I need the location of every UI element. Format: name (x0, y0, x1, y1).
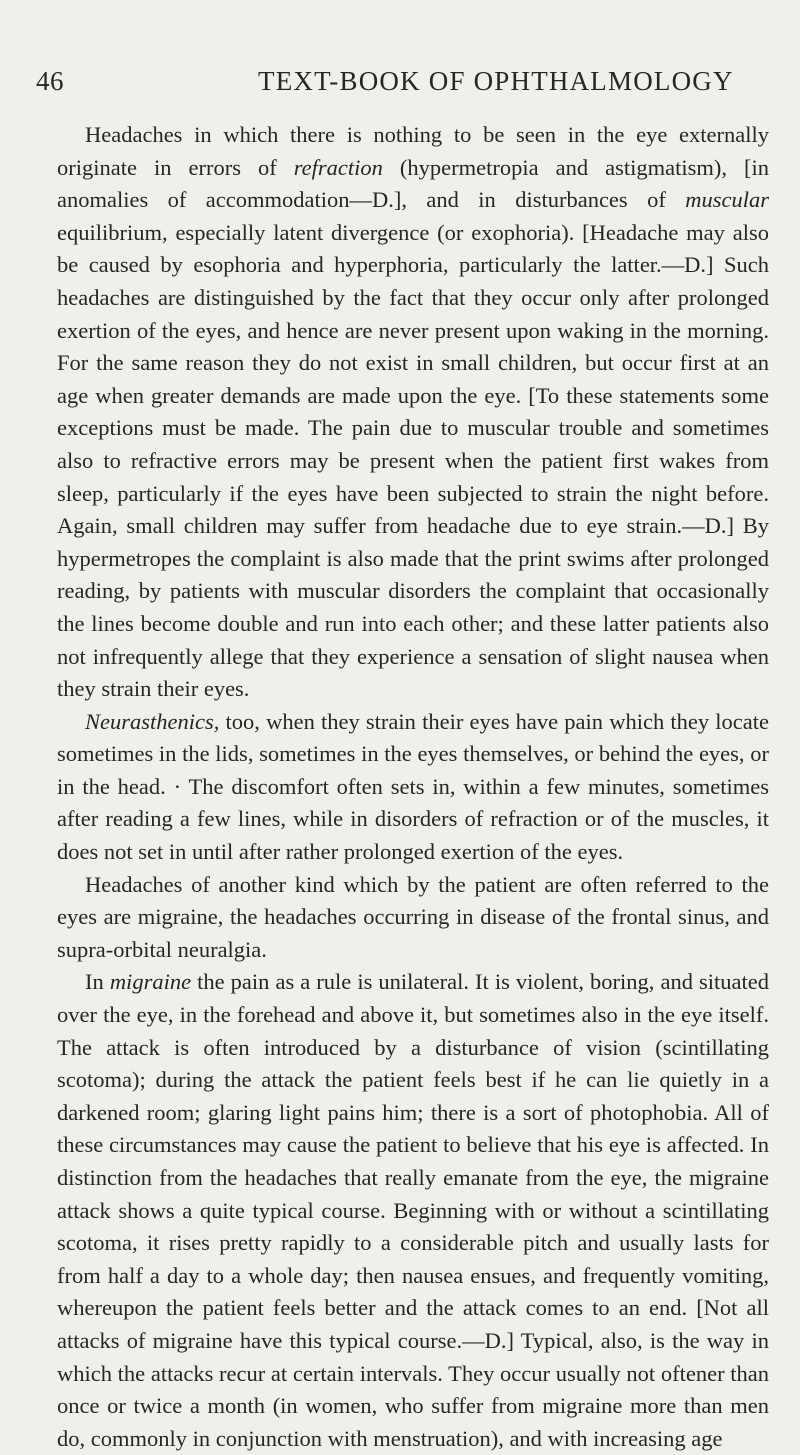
paragraph-2-text-b: too, when they strain their eyes have pain which they locate sometimes in the lids, sometimes in the eyes themselves, or behind the eyes, or in the head. · The discomfort often sets in, within a few minutes, sometimes after reading a few lines, while in disorders of refraction or of the muscles, it does not set in until after rather prolonged exertion of the eyes. (57, 708, 769, 865)
refraction-term: refraction (293, 154, 383, 180)
paragraph-1 (57, 119, 769, 706)
page-header (36, 66, 760, 106)
muscular-term: muscular (685, 187, 769, 213)
migraine-term: migraine (109, 969, 192, 995)
paragraph-1-text-c: (hypermetropia and astigmatism), [in anomalies of accommodation—D.], and in disturbances of (57, 154, 769, 213)
paragraph-4-text-c: the pain as a rule is unilateral. It is violent, boring, and situated over the eye, in the forehead and above it, but sometimes also in the eye itself. The attack is often introduced by a disturbance of vision (scintillating scotoma); during the attack the patient feels best if he can lie quietly in a darkened room; glaring light pains him; there is a sort of photophobia. All of these circumstances may cause the patient to believe that his eye is affected. In distinction from the headaches that really emanate from the eye, the migraine attack shows a quite typical course. Beginning with or without a scintillating scotoma, it rises pretty rapidly to a considerable pitch and usually lasts for from half a day to a whole day; then nausea ensues, and frequently vomiting, whereupon the patient feels better and the attack comes to an end. [Not all attacks of migraine have this typical course.—D.] Typical, also, is the way in which the attacks recur at certain intervals. They occur usually not oftener than once or twice a month (in women, who suffer from migraine more than men do, commonly in conjunction with menstruation), and with increasing age (57, 969, 770, 1451)
body-text (57, 119, 769, 1455)
page-number: 46 (36, 66, 64, 96)
paragraph-3: Headaches of another kind which by the patient are often referred to the eyes are migraine, the headaches occurring in disease of the frontal sinus, and supra-orbital neuralgia. (57, 871, 769, 962)
paragraph-4-text-a: In (85, 969, 110, 995)
paragraph-1-text-e: equilibrium, especially latent divergence (or exophoria). [Headache may also be caused by esophoria and hyperphoria, particularly the latter.—D.] Such headaches are distinguished by the fact that they occur only after prolonged exertion of the eyes, and hence are never present upon waking in the morning. For the same reason they do not exist in small children, but occur first at an age when greater demands are made upon the eye. [To these statements some exceptions must be made. The pain due to muscular trouble and sometimes also to refractive errors may be present when the patient first wakes from sleep, particularly if the eyes have been subjected to strain the night before. Again, small children may suffer from headache due to eye strain.—D.] By hypermetropes the complaint is also made that the print swims after prolonged reading, by patients with muscular disorders the complaint that occasionally the lines become double and run into each other; and these latter patients also not infrequently allege that they experience a sensation of slight nausea when they strain their eyes. (57, 219, 769, 702)
paragraph-2 (57, 706, 769, 869)
running-title: TEXT-BOOK OF OPHTHALMOLOGY (258, 66, 734, 96)
neurasthenics-term: Neurasthenics, (85, 708, 220, 734)
paragraph-1-text-a: Headaches in which there is nothing to be seen in the eye externally originate in errors of (57, 122, 769, 180)
paragraph-4 (57, 966, 769, 1455)
